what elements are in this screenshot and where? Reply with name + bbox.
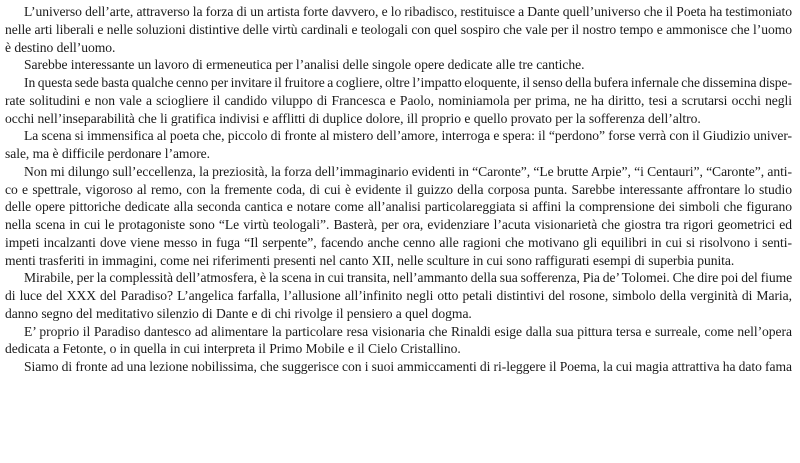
text-line: E’ proprio il Paradiso dantesco ad alimentare la particolare resa visionaria che Rinaldi esige dalla sua pittura tersa e surreale, come nell’opera bbox=[24, 323, 792, 339]
text-line: impeti incalzanti dove viene messo in fuga “Il serpente”, facendo anche cenno alle ragioni che motivano gli equilibri in cui si risolvono i senti- bbox=[5, 234, 792, 250]
paragraph-perdono bbox=[5, 127, 792, 163]
paragraph-lezione bbox=[5, 358, 792, 376]
text-line: danno segno del meditativo silenzio di Dante e di chi rivolge il pensiero a quel dogma. bbox=[5, 305, 472, 321]
paragraph-caronte bbox=[5, 163, 792, 270]
text-line: dedicata a Fetonte, o in quella in cui interpreta il Primo Mobile e il Cielo Cristallino. bbox=[5, 341, 461, 357]
text-line: rate solitudini e non vale a sciogliere il candido viluppo di Francesca e Paolo, nominiamola per prima, ne ha diritto, tesi a scrutarsi occhi negli bbox=[5, 92, 792, 108]
text-line: Siamo di fronte ad una lezione nobilissima, che suggerisce con i suoi ammiccamenti di ri-leggere il Poema, la cui magia attrattiva ha dato fama bbox=[24, 359, 792, 374]
text-line: Mirabile, per la complessità dell’atmosfera, è la scena in cui transita, nell’ammanto della sua sofferenza, Pia de’ Tolomei. Che dire poi del fiume bbox=[24, 270, 793, 286]
text-line: co e spettrale, vigoroso al remo, con la fremente coda, di cui è evidente il guizzo della corposa punta. Sarebbe interessante affrontare lo studio bbox=[5, 181, 792, 197]
paragraph-bufera bbox=[5, 74, 792, 127]
text-line: sale, ma è difficile perdonare l’amore. bbox=[5, 146, 211, 161]
text-line: delle opere pittoriche dedicate alla seconda cantica e notare come all’analisi particolareggiata si affini la comprensione dei simboli che figurano bbox=[5, 199, 792, 215]
text-line: In questa sede basta qualche cenno per invitare il fruitore a cogliere, oltre l’impatto eloquente, il senso della bufera infernale che dissemina dispe- bbox=[24, 75, 792, 90]
text-line: è destino dell’uomo. bbox=[5, 39, 116, 55]
text-line: Non mi dilungo sull’eccellenza, la preziosità, la forza dell’immaginario evidenti in “Caronte”, “Le brutte Arpie”, “i Centauri”, “Caronte”, anti- bbox=[24, 163, 792, 179]
paragraph-ermeneutica bbox=[5, 56, 792, 74]
paragraph-universo bbox=[5, 3, 792, 56]
text-line: menti trasferiti in immagini, come nei riferimenti presenti nel canto XII, nelle sculture in cui sono raffigurati esempi di superbia punita. bbox=[5, 252, 735, 268]
text-line: di luce del XXX del Paradiso? L’angelica farfalla, l’allusione all’infinito negli otto petali distintivi del rosone, simbolo della verginità di Maria, bbox=[5, 288, 792, 303]
text-line: occhi nell’inseparabilità che li gratifica indivisi e afflitti di duplice dolore, ill proprio e quello provato per la sofferenza dell’altro. bbox=[5, 110, 701, 126]
text-line: L’universo dell’arte, attraverso la forza di un artista forte davvero, e lo ribadisco, restituisce a Dante quell’universo che il Poeta ha testimoniato bbox=[24, 4, 792, 19]
text-line: nella scena in cui le protagoniste sono “Le virtù teologali”. Basterà, per ora, evidenziare l’acuta visionarietà che giostra tra rigori geometrici ed bbox=[5, 217, 792, 232]
text-line: nelle arti liberali e nelle soluzioni distintive delle virtù cardinali e teologali con quel sospiro che vale per il nostro tempo e ammonisce che l’uomo bbox=[5, 21, 792, 37]
text-line: La scena si immensifica al poeta che, piccolo di fronte al mistero dell’amore, interroga e spera: il “perdono” forse verrà con il Giudizio univer- bbox=[24, 128, 792, 144]
paragraph-pia-tolomei bbox=[5, 269, 792, 322]
paragraph-paradiso bbox=[5, 323, 792, 359]
text-line: Sarebbe interessante un lavoro di ermeneutica per l’analisi delle singole opere dedicate alle tre cantiche. bbox=[24, 57, 585, 73]
